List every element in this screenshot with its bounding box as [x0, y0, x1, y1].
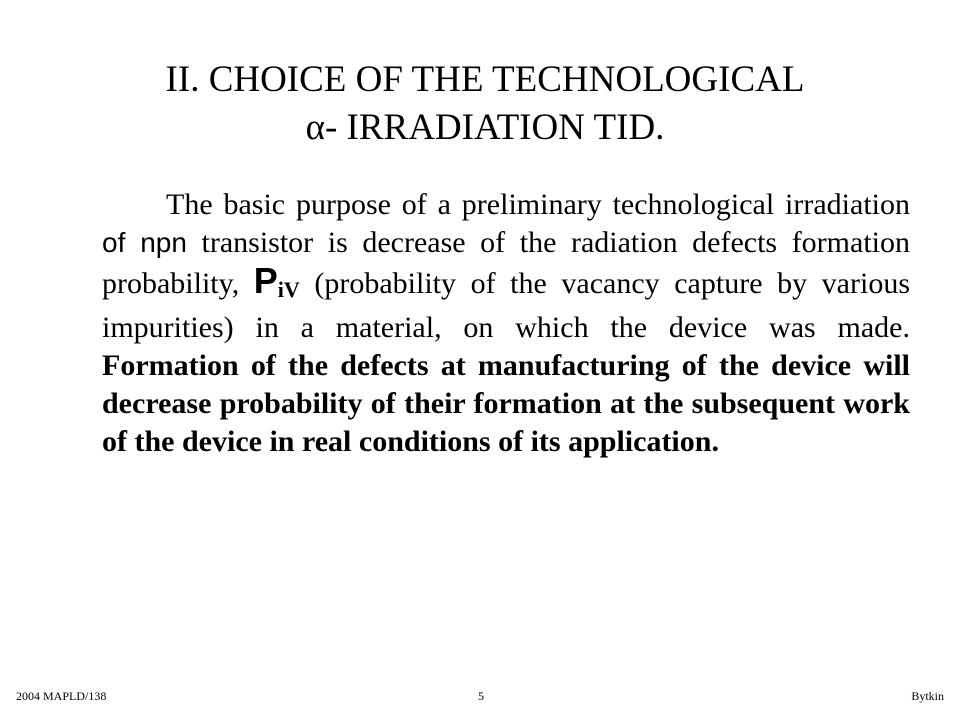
body-text-segment-3: transistor is decrease of the radiation defects formation probability, [102, 226, 910, 300]
body-paragraph [102, 186, 910, 461]
body-text-bold-conclusion: Formation of the defects at manufacturing of the device will decrease probability of their formation at the subsequent work of the device in real conditions of its application. [102, 349, 910, 458]
probability-symbol-subscript: iV [277, 277, 300, 302]
title-line-2: α- IRRADIATION TID. [305, 107, 665, 148]
body-text-segment-4: (probability of the vacancy capture by various impurities) in a material, on which the device was made. [102, 267, 910, 344]
slide-title [40, 56, 930, 152]
footer-left: 2004 MAPLD/138 [16, 689, 107, 703]
probability-symbol: P [253, 260, 278, 301]
body-text-npn: of npn [102, 227, 187, 258]
title-line-1: II. CHOICE OF THE TECHNOLOGICAL [165, 59, 805, 100]
footer-page-number: 5 [478, 689, 484, 703]
footer-author: Bytkin [911, 689, 944, 703]
body-text-segment-1: The basic purpose of a preliminary technological irradiation [166, 188, 910, 221]
